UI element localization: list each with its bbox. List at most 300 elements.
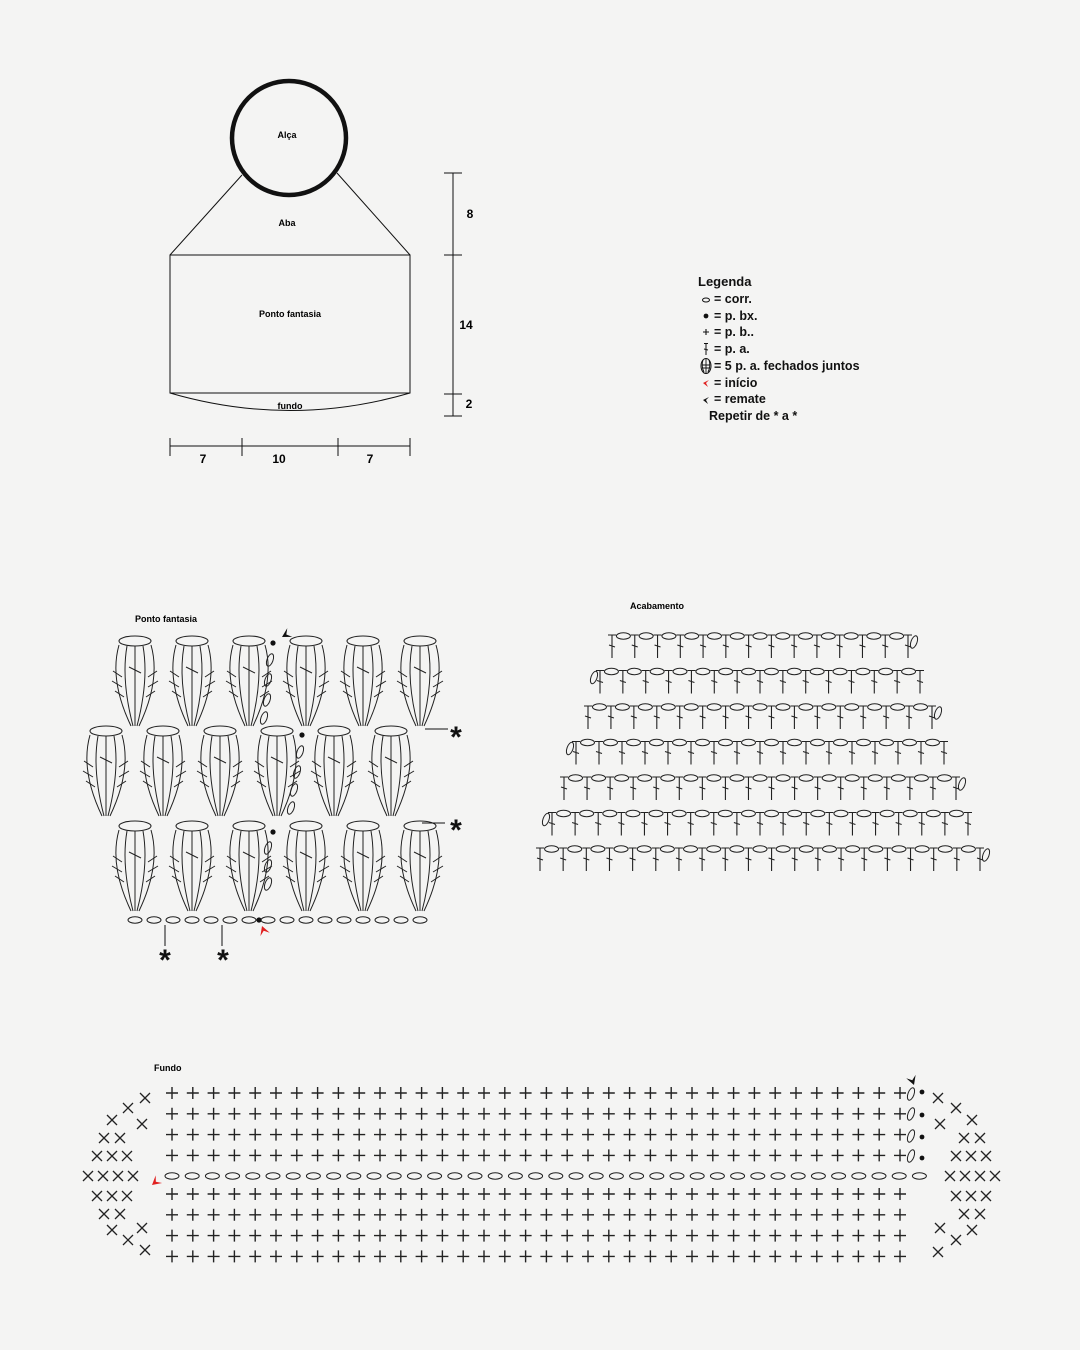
single-crochet-stitch	[728, 1087, 740, 1099]
double-crochet-stitch	[814, 848, 822, 871]
single-crochet-stitch	[686, 1250, 698, 1262]
turning-chain	[589, 670, 599, 684]
chain-stitch	[637, 846, 651, 852]
single-crochet-stitch	[832, 1250, 844, 1262]
chain-stitch	[730, 704, 744, 710]
chain-stitch	[568, 846, 582, 852]
single-crochet-stitch	[249, 1149, 261, 1161]
single-crochet-stitch	[967, 1225, 977, 1235]
single-crochet-stitch	[140, 1093, 150, 1103]
chain-stitch	[868, 704, 882, 710]
double-crochet-stitch	[918, 813, 926, 836]
single-crochet-stitch	[499, 1108, 511, 1120]
single-crochet-stitch	[707, 1149, 719, 1161]
single-crochet-stitch	[332, 1209, 344, 1221]
double-crochet-stitch	[733, 742, 741, 765]
single-crochet-stitch	[457, 1250, 469, 1262]
single-crochet-stitch	[208, 1209, 220, 1221]
repeat-marker: *	[159, 944, 171, 977]
chain-stitch	[670, 1173, 684, 1179]
single-crochet-stitch	[416, 1209, 428, 1221]
single-crochet-stitch	[395, 1087, 407, 1099]
single-crochet-stitch	[353, 1230, 365, 1242]
repeat-marker: *	[450, 814, 462, 847]
single-crochet-stitch	[208, 1129, 220, 1141]
double-crochet-stitch	[687, 813, 695, 836]
chain-stitch	[776, 775, 790, 781]
double-crochet-stitch	[582, 848, 590, 871]
cluster-stitch	[340, 821, 386, 911]
double-crochet-stitch	[583, 777, 591, 800]
chain-stitch	[880, 739, 894, 745]
chain-stitch	[508, 1173, 522, 1179]
single-crochet-stitch	[894, 1188, 906, 1200]
single-crochet-stitch	[644, 1188, 656, 1200]
chain-stitch	[799, 775, 813, 781]
single-crochet-stitch	[873, 1108, 885, 1120]
double-crochet-stitch	[871, 742, 879, 765]
chain-stitch	[856, 668, 870, 674]
single-crochet-stitch	[686, 1087, 698, 1099]
legend-item	[698, 375, 860, 391]
chain-stitch	[771, 1173, 785, 1179]
single-crochet-stitch	[540, 1250, 552, 1262]
single-crochet-stitch	[416, 1108, 428, 1120]
chain-stitch	[765, 739, 779, 745]
single-crochet-stitch	[935, 1223, 945, 1233]
cluster-symbol-icon	[698, 357, 714, 375]
chain-stitch	[730, 775, 744, 781]
single-crochet-stitch	[540, 1209, 552, 1221]
single-crochet-stitch	[644, 1149, 656, 1161]
flap-outline	[170, 173, 410, 255]
single-crochet-stitch	[981, 1151, 991, 1161]
chain-stitch	[742, 739, 756, 745]
single-crochet-stitch	[291, 1250, 303, 1262]
single-crochet-stitch	[603, 1129, 615, 1141]
single-crochet-stitch	[478, 1149, 490, 1161]
double-crochet-stitch	[606, 777, 614, 800]
single-crochet-stitch	[436, 1188, 448, 1200]
single-crochet-stitch	[769, 1087, 781, 1099]
legend-item	[698, 291, 860, 307]
slip-stitch	[256, 917, 261, 922]
cluster-stitch	[254, 726, 300, 816]
single-crochet-stitch	[107, 1191, 117, 1201]
single-crochet-stitch	[728, 1230, 740, 1242]
chain-stitch	[286, 801, 296, 815]
chain-stitch	[810, 668, 824, 674]
single-crochet-stitch	[686, 1149, 698, 1161]
chain-stitch	[788, 810, 802, 816]
chain-stitch	[868, 775, 882, 781]
single-crochet-stitch	[790, 1250, 802, 1262]
single-crochet-stitch	[353, 1108, 365, 1120]
chain-stitch	[259, 711, 269, 725]
single-crochet-stitch	[790, 1087, 802, 1099]
double-crochet-stitch	[699, 706, 707, 729]
single-crochet-stitch	[832, 1149, 844, 1161]
single-crochet-stitch	[249, 1087, 261, 1099]
double-crochet-stitch	[825, 671, 833, 694]
single-crochet-stitch	[894, 1209, 906, 1221]
chain-stitch	[707, 633, 721, 639]
cluster-stitch	[112, 636, 158, 726]
single-crochet-stitch	[707, 1129, 719, 1141]
single-crochet-stitch	[166, 1108, 178, 1120]
chain-stitch	[592, 704, 606, 710]
double-crochet-stitch	[860, 848, 868, 871]
double-crochet-stitch	[756, 813, 764, 836]
double-crochet-stitch	[847, 671, 855, 694]
double-crochet-stitch	[836, 706, 844, 729]
single-crochet-stitch	[520, 1230, 532, 1242]
single-crochet-stitch	[832, 1209, 844, 1221]
chain-stitch	[649, 810, 663, 816]
double-crochet-stitch	[710, 671, 718, 694]
double-crochet-stitch	[929, 777, 937, 800]
double-crochet-stitch	[629, 848, 637, 871]
chain-stitch	[592, 775, 606, 781]
chain-stitch	[128, 917, 142, 923]
single-crochet-stitch	[208, 1087, 220, 1099]
chain-stitch	[906, 1149, 916, 1163]
single-crochet-stitch	[478, 1087, 490, 1099]
single-crochet-stitch	[83, 1171, 93, 1181]
chain-stitch	[299, 917, 313, 923]
double-crochet-stitch	[584, 706, 592, 729]
legend	[698, 274, 860, 424]
single-crochet-stitch	[966, 1151, 976, 1161]
chain-stitch	[719, 739, 733, 745]
double-crochet-stitch	[640, 813, 648, 836]
legend-item-label: = início	[714, 376, 758, 391]
double-crochet-stitch	[802, 742, 810, 765]
single-crochet-stitch	[270, 1129, 282, 1141]
double-crochet-stitch	[572, 742, 580, 765]
chain-stitch	[609, 1173, 623, 1179]
single-crochet-stitch	[457, 1108, 469, 1120]
double-crochet-stitch	[744, 848, 752, 871]
chain-stitch	[557, 810, 571, 816]
chain-stitch	[938, 846, 952, 852]
single-crochet-stitch	[122, 1151, 132, 1161]
body-panel	[170, 255, 410, 393]
chain-stitch	[226, 1173, 240, 1179]
legend-item-label: = p. bx.	[714, 308, 758, 323]
chain-stitch	[205, 1173, 219, 1179]
double-crochet-stitch	[607, 706, 615, 729]
start-arrow-icon	[149, 1175, 162, 1188]
single-crochet-stitch	[811, 1250, 823, 1262]
chain-stitch	[791, 1173, 805, 1179]
chain-stitch	[639, 633, 653, 639]
single-crochet-stitch	[873, 1250, 885, 1262]
single-crochet-stitch	[123, 1235, 133, 1245]
single-crochet-stitch	[665, 1149, 677, 1161]
single-crochet-stitch	[603, 1250, 615, 1262]
chain-stitch	[650, 668, 664, 674]
cluster-stitch	[197, 726, 243, 816]
single-crochet-stitch	[395, 1250, 407, 1262]
chain-stitch	[295, 745, 305, 759]
single-crochet-stitch	[873, 1209, 885, 1221]
chain-stitch	[627, 668, 641, 674]
chain-stitch	[867, 633, 881, 639]
single-crochet-stitch	[187, 1129, 199, 1141]
single-crochet-stitch	[291, 1108, 303, 1120]
single-crochet-stitch	[228, 1087, 240, 1099]
single-crochet-stitch	[748, 1087, 760, 1099]
single-crochet-stitch	[312, 1230, 324, 1242]
double-crochet-stitch	[779, 671, 787, 694]
chain-stitch	[872, 1173, 886, 1179]
single-crochet-stitch	[852, 1129, 864, 1141]
turning-chain	[565, 741, 575, 755]
turning-chain	[909, 635, 919, 649]
chain-stitch	[690, 1173, 704, 1179]
double-crochet-stitch	[698, 848, 706, 871]
double-crochet-stitch	[883, 848, 891, 871]
chain-stitch	[832, 1173, 846, 1179]
cluster-stitch	[112, 821, 158, 911]
chain-stitch	[261, 917, 275, 923]
dimension-body-height: 14	[459, 318, 473, 332]
single-crochet-stitch	[395, 1230, 407, 1242]
single-crochet-stitch	[832, 1108, 844, 1120]
single-crochet-stitch	[894, 1087, 906, 1099]
repeat-marker: *	[217, 944, 229, 977]
double-crochet-stitch	[744, 777, 752, 800]
double-crochet-stitch	[813, 706, 821, 729]
single-crochet-stitch	[478, 1250, 490, 1262]
single-crochet-stitch	[115, 1133, 125, 1143]
chain-stitch	[306, 1173, 320, 1179]
single-crochet-stitch	[769, 1108, 781, 1120]
chain-stitch	[165, 1173, 179, 1179]
double-crochet-stitch	[617, 813, 625, 836]
double-crochet-stitch	[883, 777, 891, 800]
chain-stitch	[707, 846, 721, 852]
double-crochet-stitch	[790, 706, 798, 729]
chain-stitch	[394, 917, 408, 923]
chain-stitch	[926, 810, 940, 816]
legend-item	[698, 357, 860, 375]
chain-stitch	[906, 1129, 916, 1143]
chain-stitch	[428, 1173, 442, 1179]
slip-stitch	[920, 1156, 925, 1161]
chain-stitch	[223, 917, 237, 923]
single-crochet-stitch	[665, 1129, 677, 1141]
single-crochet-stitch	[499, 1129, 511, 1141]
single-crochet-stitch	[540, 1108, 552, 1120]
single-crochet-stitch	[291, 1188, 303, 1200]
single-crochet-stitch	[395, 1129, 407, 1141]
single-crochet-stitch	[353, 1250, 365, 1262]
single-crochet-stitch	[769, 1209, 781, 1221]
single-crochet-stitch	[852, 1188, 864, 1200]
double-crochet-stitch	[848, 742, 856, 765]
single-crochet-stitch	[520, 1108, 532, 1120]
chain-stitch	[821, 633, 835, 639]
double-crochet-stitch	[837, 777, 845, 800]
single-crochet-stitch	[728, 1188, 740, 1200]
chain-stitch	[891, 775, 905, 781]
double-crochet-stitch	[698, 777, 706, 800]
single-crochet-stitch	[769, 1250, 781, 1262]
single-crochet-stitch	[436, 1230, 448, 1242]
single-crochet-stitch	[291, 1087, 303, 1099]
single-crochet-stitch	[416, 1087, 428, 1099]
chain-stitch	[204, 917, 218, 923]
single-crochet-stitch	[728, 1129, 740, 1141]
single-crochet-stitch	[665, 1188, 677, 1200]
chain-stitch	[730, 846, 744, 852]
single-crochet-stitch	[140, 1245, 150, 1255]
chain-stitch	[638, 704, 652, 710]
chain-stitch	[147, 917, 161, 923]
single-crochet-stitch	[748, 1230, 760, 1242]
single-crochet-stitch	[624, 1230, 636, 1242]
single-crochet-stitch	[416, 1149, 428, 1161]
single-crochet-stitch	[561, 1108, 573, 1120]
single-crochet-stitch	[665, 1230, 677, 1242]
chain-stitch	[327, 1173, 341, 1179]
double-crochet-stitch	[859, 706, 867, 729]
single-crochet-stitch	[499, 1149, 511, 1161]
chain-stitch	[650, 739, 664, 745]
single-crochet-stitch	[113, 1171, 123, 1181]
fancy-stitch-title: Ponto fantasia	[135, 614, 198, 624]
double-crochet-stitch	[631, 635, 639, 658]
single-crochet-stitch	[951, 1235, 961, 1245]
slip-stitch	[920, 1113, 925, 1118]
single-crochet-stitch	[951, 1191, 961, 1201]
single-crochet-stitch	[811, 1087, 823, 1099]
single-crochet-stitch	[790, 1230, 802, 1242]
chain-stitch	[799, 633, 813, 639]
single-crochet-stitch	[166, 1129, 178, 1141]
single-crochet-stitch	[187, 1188, 199, 1200]
chain-stitch	[799, 704, 813, 710]
double-crochet-symbol-icon	[698, 342, 714, 356]
cluster-stitch	[83, 726, 129, 816]
chain-stitch	[684, 846, 698, 852]
chain-stitch	[844, 633, 858, 639]
double-crochet-stitch	[642, 671, 650, 694]
single-crochet-stitch	[873, 1149, 885, 1161]
chain-stitch	[591, 846, 605, 852]
single-crochet-stitch	[582, 1149, 594, 1161]
single-crochet-stitch	[416, 1230, 428, 1242]
cluster-stitch	[397, 636, 443, 726]
single-crochet-stitch	[499, 1087, 511, 1099]
single-crochet-stitch	[478, 1230, 490, 1242]
double-crochet-stitch	[767, 706, 775, 729]
double-crochet-stitch	[964, 813, 972, 836]
chain-stitch	[266, 1173, 280, 1179]
legend-item	[698, 341, 860, 357]
chain-stitch	[892, 1173, 906, 1179]
single-crochet-stitch	[769, 1129, 781, 1141]
single-crochet-stitch	[707, 1230, 719, 1242]
legend-item-label: = remate	[714, 392, 766, 407]
single-crochet-stitch	[312, 1209, 324, 1221]
single-crochet-stitch	[395, 1209, 407, 1221]
single-crochet-stitch	[894, 1250, 906, 1262]
single-crochet-stitch	[436, 1129, 448, 1141]
single-crochet-stitch	[520, 1209, 532, 1221]
single-crochet-stitch	[374, 1230, 386, 1242]
single-crochet-stitch	[748, 1250, 760, 1262]
single-crochet-stitch	[270, 1188, 282, 1200]
single-crochet-stitch	[291, 1209, 303, 1221]
single-crochet-stitch	[582, 1188, 594, 1200]
chain-stitch	[880, 810, 894, 816]
single-crochet-stitch	[312, 1129, 324, 1141]
single-crochet-stitch	[457, 1230, 469, 1242]
chain-stitch	[685, 633, 699, 639]
chain-stitch	[731, 1173, 745, 1179]
double-crochet-stitch	[665, 671, 673, 694]
single-crochet-stitch	[665, 1108, 677, 1120]
single-crochet-stitch	[187, 1209, 199, 1221]
cluster-stitch	[226, 636, 272, 726]
chain-stitch	[684, 775, 698, 781]
single-crochet-stitch	[374, 1250, 386, 1262]
single-crochet-stitch	[270, 1149, 282, 1161]
chain-stitch	[292, 765, 302, 779]
single-crochet-stitch	[811, 1149, 823, 1161]
double-crochet-stitch	[733, 671, 741, 694]
slip-stitch	[270, 640, 275, 645]
single-crochet-stitch	[748, 1149, 760, 1161]
chain-stitch	[185, 917, 199, 923]
chain-stitch	[890, 633, 904, 639]
single-crochet-stitch	[291, 1129, 303, 1141]
repeat-marker: *	[450, 721, 462, 754]
chain-stitch	[356, 917, 370, 923]
single-crochet-stitch	[603, 1108, 615, 1120]
chain-stitch	[914, 775, 928, 781]
chain-stitch	[347, 1173, 361, 1179]
single-crochet-stitch	[416, 1129, 428, 1141]
double-crochet-stitch	[836, 635, 844, 658]
single-crochet-stitch	[990, 1171, 1000, 1181]
legend-item-label: = 5 p. a. fechados juntos	[714, 358, 860, 373]
chain-stitch	[846, 846, 860, 852]
single-crochet-stitch	[561, 1230, 573, 1242]
chain-stitch	[718, 810, 732, 816]
double-crochet-stitch	[791, 777, 799, 800]
single-crochet-stitch	[582, 1209, 594, 1221]
single-crochet-stitch	[520, 1129, 532, 1141]
chain-stitch	[318, 917, 332, 923]
vertical-dimension	[444, 173, 462, 416]
single-crochet-stitch	[374, 1209, 386, 1221]
single-crochet-stitch	[395, 1149, 407, 1161]
single-crochet-stitch	[852, 1149, 864, 1161]
single-crochet-stitch	[374, 1188, 386, 1200]
single-crochet-stitch	[728, 1250, 740, 1262]
single-crochet-stitch	[374, 1129, 386, 1141]
chain-stitch	[915, 846, 929, 852]
double-crochet-stitch	[870, 671, 878, 694]
chain-stitch	[650, 1173, 664, 1179]
chain-stitch	[892, 846, 906, 852]
single-crochet-stitch	[790, 1209, 802, 1221]
single-crochet-stitch	[107, 1115, 117, 1125]
